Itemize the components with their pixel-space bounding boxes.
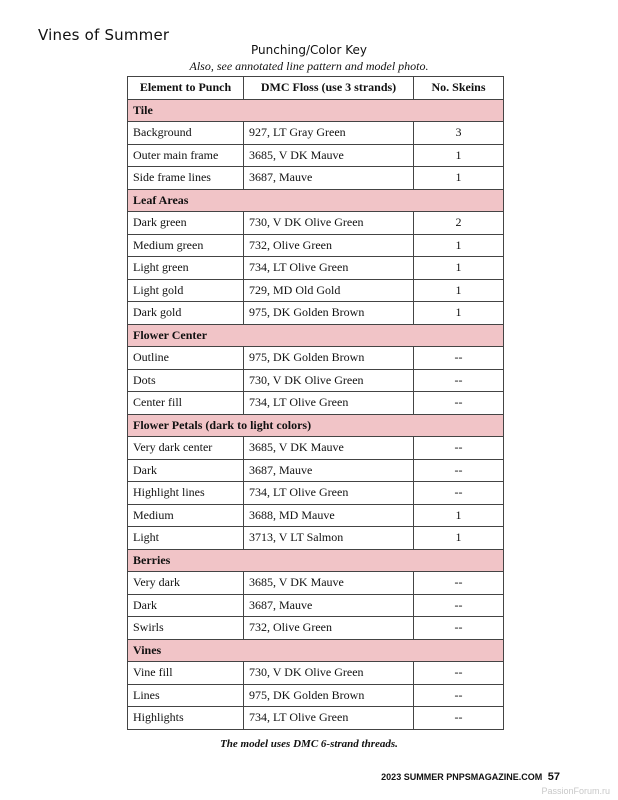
section-header-row bbox=[128, 549, 504, 572]
floss-cell: 730, V DK Olive Green bbox=[244, 212, 414, 235]
floss-cell: 927, LT Gray Green bbox=[244, 122, 414, 145]
element-cell: Outer main frame bbox=[128, 144, 244, 167]
skeins-cell: -- bbox=[414, 662, 504, 685]
floss-cell: 3713, V LT Salmon bbox=[244, 527, 414, 550]
skeins-cell: -- bbox=[414, 437, 504, 460]
skeins-cell: 1 bbox=[414, 527, 504, 550]
page-title: Vines of Summer bbox=[38, 26, 170, 44]
skeins-cell: -- bbox=[414, 392, 504, 415]
skeins-cell: -- bbox=[414, 459, 504, 482]
folio-site: PNPSMAGAZINE.COM bbox=[446, 772, 543, 782]
section-title: Tile bbox=[128, 99, 504, 122]
table-row bbox=[128, 572, 504, 595]
header-element: Element to Punch bbox=[128, 77, 244, 100]
floss-cell: 730, V DK Olive Green bbox=[244, 369, 414, 392]
element-cell: Highlight lines bbox=[128, 482, 244, 505]
table-row bbox=[128, 302, 504, 325]
element-cell: Medium bbox=[128, 504, 244, 527]
table-row bbox=[128, 594, 504, 617]
skeins-cell: 1 bbox=[414, 257, 504, 280]
skeins-cell: -- bbox=[414, 594, 504, 617]
element-cell: Very dark center bbox=[128, 437, 244, 460]
floss-cell: 732, Olive Green bbox=[244, 234, 414, 257]
element-cell: Lines bbox=[128, 684, 244, 707]
element-cell: Dark bbox=[128, 594, 244, 617]
footnote: The model uses DMC 6-strand threads. bbox=[220, 738, 398, 750]
floss-cell: 732, Olive Green bbox=[244, 617, 414, 640]
skeins-cell: 1 bbox=[414, 302, 504, 325]
table-row bbox=[128, 234, 504, 257]
floss-cell: 734, LT Olive Green bbox=[244, 392, 414, 415]
page-folio bbox=[381, 771, 560, 783]
floss-cell: 3687, Mauve bbox=[244, 594, 414, 617]
skeins-cell: 1 bbox=[414, 234, 504, 257]
table-row bbox=[128, 437, 504, 460]
floss-cell: 3685, V DK Mauve bbox=[244, 572, 414, 595]
element-cell: Medium green bbox=[128, 234, 244, 257]
element-cell: Dark green bbox=[128, 212, 244, 235]
floss-cell: 729, MD Old Gold bbox=[244, 279, 414, 302]
skeins-cell: 1 bbox=[414, 167, 504, 190]
table-row bbox=[128, 662, 504, 685]
floss-cell: 3687, Mauve bbox=[244, 459, 414, 482]
element-cell: Light green bbox=[128, 257, 244, 280]
table-row bbox=[128, 459, 504, 482]
section-title: Vines bbox=[128, 639, 504, 662]
table-row bbox=[128, 167, 504, 190]
table-row bbox=[128, 369, 504, 392]
skeins-cell: 3 bbox=[414, 122, 504, 145]
section-title: Flower Petals (dark to light colors) bbox=[128, 414, 504, 437]
skeins-cell: -- bbox=[414, 482, 504, 505]
skeins-cell: 2 bbox=[414, 212, 504, 235]
section-header-row bbox=[128, 639, 504, 662]
key-subtitle: Also, see annotated line pattern and model photo. bbox=[189, 59, 429, 73]
floss-cell: 734, LT Olive Green bbox=[244, 482, 414, 505]
table-row bbox=[128, 347, 504, 370]
header-floss: DMC Floss (use 3 strands) bbox=[244, 77, 414, 100]
floss-cell: 3685, V DK Mauve bbox=[244, 144, 414, 167]
table-row bbox=[128, 527, 504, 550]
table-row bbox=[128, 504, 504, 527]
skeins-cell: -- bbox=[414, 572, 504, 595]
header-skeins: No. Skeins bbox=[414, 77, 504, 100]
table-row bbox=[128, 392, 504, 415]
element-cell: Side frame lines bbox=[128, 167, 244, 190]
element-cell: Highlights bbox=[128, 707, 244, 730]
table-row bbox=[128, 257, 504, 280]
skeins-cell: 1 bbox=[414, 279, 504, 302]
table-row bbox=[128, 144, 504, 167]
section-header-row bbox=[128, 189, 504, 212]
floss-cell: 3688, MD Mauve bbox=[244, 504, 414, 527]
element-cell: Center fill bbox=[128, 392, 244, 415]
section-header-row bbox=[128, 99, 504, 122]
section-title: Flower Center bbox=[128, 324, 504, 347]
floss-cell: 975, DK Golden Brown bbox=[244, 684, 414, 707]
table-row bbox=[128, 279, 504, 302]
table-row bbox=[128, 707, 504, 730]
table-body bbox=[128, 99, 504, 729]
section-header-row bbox=[128, 324, 504, 347]
element-cell: Light bbox=[128, 527, 244, 550]
section-title: Leaf Areas bbox=[128, 189, 504, 212]
page-number: 57 bbox=[547, 771, 560, 783]
skeins-cell: -- bbox=[414, 617, 504, 640]
table-row bbox=[128, 684, 504, 707]
color-key-table bbox=[127, 76, 504, 730]
skeins-cell: -- bbox=[414, 347, 504, 370]
table-row bbox=[128, 212, 504, 235]
element-cell: Dots bbox=[128, 369, 244, 392]
element-cell: Dark gold bbox=[128, 302, 244, 325]
key-title: Punching/Color Key bbox=[251, 43, 367, 57]
floss-cell: 3687, Mauve bbox=[244, 167, 414, 190]
floss-cell: 734, LT Olive Green bbox=[244, 707, 414, 730]
element-cell: Outline bbox=[128, 347, 244, 370]
element-cell: Light gold bbox=[128, 279, 244, 302]
element-cell: Swirls bbox=[128, 617, 244, 640]
section-title: Berries bbox=[128, 549, 504, 572]
folio-issue: 2023 SUMMER bbox=[381, 772, 444, 782]
floss-cell: 975, DK Golden Brown bbox=[244, 347, 414, 370]
element-cell: Vine fill bbox=[128, 662, 244, 685]
skeins-cell: 1 bbox=[414, 504, 504, 527]
element-cell: Very dark bbox=[128, 572, 244, 595]
table-row bbox=[128, 122, 504, 145]
element-cell: Background bbox=[128, 122, 244, 145]
element-cell: Dark bbox=[128, 459, 244, 482]
floss-cell: 730, V DK Olive Green bbox=[244, 662, 414, 685]
floss-cell: 734, LT Olive Green bbox=[244, 257, 414, 280]
table-row bbox=[128, 482, 504, 505]
skeins-cell: -- bbox=[414, 684, 504, 707]
table-header-row bbox=[128, 77, 504, 100]
skeins-cell: 1 bbox=[414, 144, 504, 167]
skeins-cell: -- bbox=[414, 707, 504, 730]
watermark: PassionForum.ru bbox=[541, 786, 610, 796]
floss-cell: 3685, V DK Mauve bbox=[244, 437, 414, 460]
table-row bbox=[128, 617, 504, 640]
floss-cell: 975, DK Golden Brown bbox=[244, 302, 414, 325]
section-header-row bbox=[128, 414, 504, 437]
skeins-cell: -- bbox=[414, 369, 504, 392]
